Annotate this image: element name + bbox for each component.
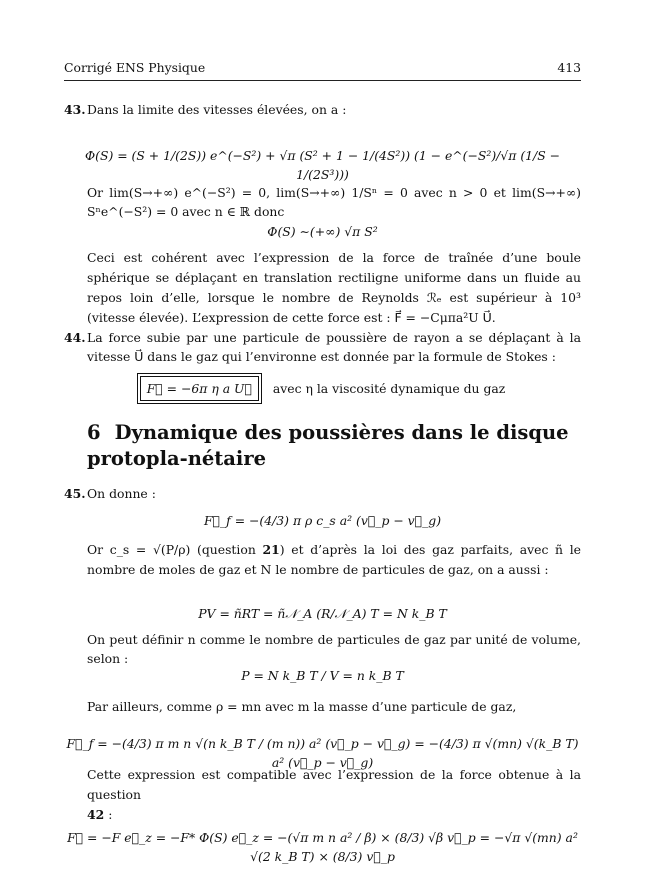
section-title: Dynamique des poussières dans le disque protopla-nétaire	[87, 421, 569, 471]
equation-friction-force: F⃗_f = −(4/3) π ρ c_s a² (v⃗_p − v⃗_g)	[203, 513, 442, 528]
density-definition-text: On peut définir n comme le nombre de particules de gaz par unité de volume, selon :	[87, 632, 581, 667]
question-text: La force subie par une particule de poussière de rayon a se déplaçant à la vitesse U⃗ dans le gaz qui l’environne est donnée par la formule de Stokes :	[87, 330, 581, 365]
question-ref: 21	[262, 542, 280, 557]
question-intro: Dans la limite des vitesses élevées, on a :	[87, 102, 347, 117]
question-44	[64, 328, 581, 366]
header-title: Corrigé ENS Physique	[64, 60, 206, 75]
question-ref: 42	[87, 806, 105, 822]
question-intro: On donne :	[87, 486, 156, 501]
compatibility-text: Cette expression est compatible avec l’expression de la force obtenue à la question 42 :	[87, 767, 581, 822]
page-header	[64, 58, 581, 81]
question-43	[64, 100, 581, 119]
equation-pressure: P = N k_B T / V = n k_B T	[241, 668, 404, 683]
boxed-equation: F⃗ = −6π η a U⃗	[140, 376, 259, 401]
section-number: 6	[87, 421, 101, 444]
equation-final-force: F⃗ = −F e⃗_z = −F* Φ(S) e⃗_z = −(√π m n a² / β) × (8/3) √β v⃗_p = −√π √(mn) a² √(2 k_B T) × (8/3) v⃗_p	[67, 830, 578, 865]
mass-density-text: Par ailleurs, comme ρ = mn avec m la masse d’une particule de gaz,	[87, 699, 517, 714]
page-number: 413	[557, 60, 581, 75]
question-number: 43.	[64, 102, 86, 117]
stokes-formula	[64, 376, 581, 401]
section-heading	[87, 420, 581, 473]
equation-phi: Φ(S) = (S + 1/(2S)) e^(−S²) + √π (S² + 1 − 1/(4S²)) (1 − e^(−S²)/√π (1/S − 1/(2S³)))	[84, 148, 561, 183]
equation-force-expanded: F⃗_f = −(4/3) π m n √(n k_B T / (m n)) a² (v⃗_p − v⃗_g) = −(4/3) π √(mn) √(k_B T) a² (v⃗_p − v⃗_g)	[66, 736, 579, 771]
equation-note: avec η la viscosité dynamique du gaz	[272, 381, 506, 396]
question-number: 44.	[64, 330, 86, 345]
limits-text: Or lim(S→+∞) e^(−S²) = 0, lim(S→+∞) 1/Sⁿ = 0 avec n > 0 et lim(S→+∞) Sⁿe^(−S²) = 0 avec n ∈ ℝ donc	[87, 185, 581, 220]
equation-ideal-gas: PV = ñRT = ñ𝒩_A (R/𝒩_A) T = N k_B T	[198, 606, 447, 621]
gas-law-paragraph: Or c_s = √(P/ρ) (question 21) et d’après la loi des gaz parfaits, avec ñ le nombre de moles de gaz et N le nombre de particules de gaz, on a aussi :	[87, 542, 581, 577]
conclusion-paragraph: Ceci est cohérent avec l’expression de la force de traînée d’une boule sphérique se déplaçant en translation rectiligne uniforme dans un fluide au repos loin d’elle, lorsque le nombre de Reynolds ℛₑ est supérieur à 10³ (vitesse élevée). L’expression de cette force est : F⃗ = −Cμπa²U U⃗.	[87, 250, 581, 325]
equation-asymptotic: Φ(S) ∼(+∞) √π S²	[267, 224, 378, 239]
question-number: 45.	[64, 486, 86, 501]
question-45	[64, 484, 581, 503]
